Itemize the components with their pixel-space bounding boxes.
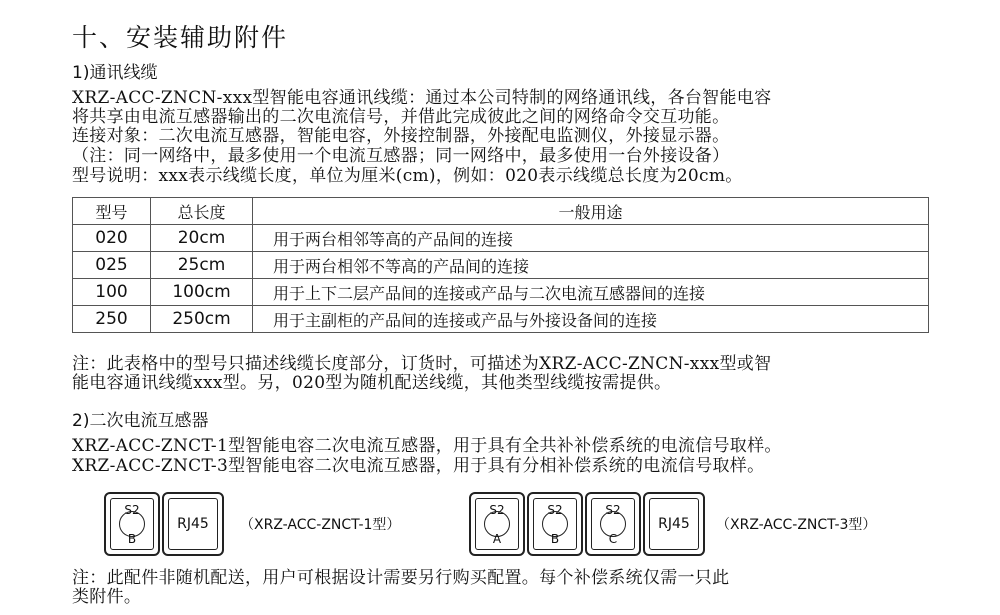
paragraph-line: 型号说明：xxx表示线缆长度，单位为厘米(cm)，例如：020表示线缆总长度为20cm。	[72, 166, 743, 186]
table-header-row	[73, 198, 929, 225]
ct-note-line: 注：此配件非随机配送，用户可根据设计需要另行购买配置。每个补偿系统仅需一只此	[72, 568, 730, 588]
cell-usage: 用于上下二层产品间的连接或产品与二次电流互感器间的连接	[253, 279, 929, 306]
port-label-s2: S2	[547, 503, 563, 517]
table-row	[73, 252, 929, 279]
cell-model: 250	[73, 306, 151, 333]
ct-port-box	[585, 492, 641, 556]
cell-model: 025	[73, 252, 151, 279]
ct-port-box	[104, 492, 160, 556]
diagram-model-label: （XRZ-ACC-ZNCT-1型）	[240, 517, 401, 533]
subsection-heading-cable: 1)通讯线缆	[72, 63, 158, 83]
cell-length: 20cm	[151, 225, 253, 252]
paragraph-line: （注：同一网络中，最多使用一个电流互感器；同一网络中，最多使用一台外接设备）	[72, 146, 730, 166]
port-label-s2: S2	[124, 503, 140, 517]
table-row	[73, 279, 929, 306]
cable-spec-table	[72, 197, 929, 333]
rj45-box	[643, 492, 705, 556]
cell-length: 100cm	[151, 279, 253, 306]
ct-description-line: XRZ-ACC-ZNCT-3型智能电容二次电流互感器，用于具有分相补偿系统的电流信号取样。	[72, 456, 765, 476]
port-label-phase: C	[608, 532, 618, 546]
port-label-phase: B	[550, 532, 560, 546]
cell-usage: 用于主副柜的产品间的连接或产品与外接设备间的连接	[253, 306, 929, 333]
port-label-s2: S2	[605, 503, 621, 517]
table-note-line: 注：此表格中的型号只描述线缆长度部分，订货时，可描述为XRZ-ACC-ZNCN-xxx型或智	[72, 354, 772, 374]
ct-description-line: XRZ-ACC-ZNCT-1型智能电容二次电流互感器，用于具有全共补补偿系统的电流信号取样。	[72, 436, 782, 456]
port-label-phase: A	[492, 532, 502, 546]
paragraph-line: 将共享由电流互感器输出的二次电流信号，并借此完成彼此之间的网络命令交互功能。	[72, 107, 730, 127]
cell-usage: 用于两台相邻不等高的产品间的连接	[253, 252, 929, 279]
rj45-box	[162, 492, 224, 556]
ct-note-line: 类附件。	[72, 587, 142, 607]
section-title: 十、安装辅助附件	[72, 23, 289, 52]
port-label-s2: S2	[489, 503, 505, 517]
cell-length: 250cm	[151, 306, 253, 333]
diagram-model-label: （XRZ-ACC-ZNCT-3型）	[716, 517, 877, 533]
cell-model: 020	[73, 225, 151, 252]
ct-port-box	[469, 492, 525, 556]
table-row	[73, 225, 929, 252]
paragraph-line: XRZ-ACC-ZNCN-xxx型智能电容通讯线缆：通过本公司特制的网络通讯线，各台智能电容	[72, 88, 772, 108]
header-usage: 一般用途	[253, 198, 929, 225]
port-label-phase: B	[127, 532, 137, 546]
cell-length: 25cm	[151, 252, 253, 279]
rj45-label: RJ45	[168, 498, 218, 550]
header-length: 总长度	[151, 198, 253, 225]
ct-port-box	[527, 492, 583, 556]
table-row	[73, 306, 929, 333]
rj45-label: RJ45	[649, 498, 699, 550]
header-model: 型号	[73, 198, 151, 225]
subsection-heading-ct: 2)二次电流互感器	[72, 411, 209, 431]
cell-model: 100	[73, 279, 151, 306]
cell-usage: 用于两台相邻等高的产品间的连接	[253, 225, 929, 252]
table-note-line: 能电容通讯线缆xxx型。另，020型为随机配送线缆，其他类型线缆按需提供。	[72, 373, 672, 393]
paragraph-line: 连接对象：二次电流互感器，智能电容，外接控制器，外接配电监测仪，外接显示器。	[72, 126, 730, 146]
